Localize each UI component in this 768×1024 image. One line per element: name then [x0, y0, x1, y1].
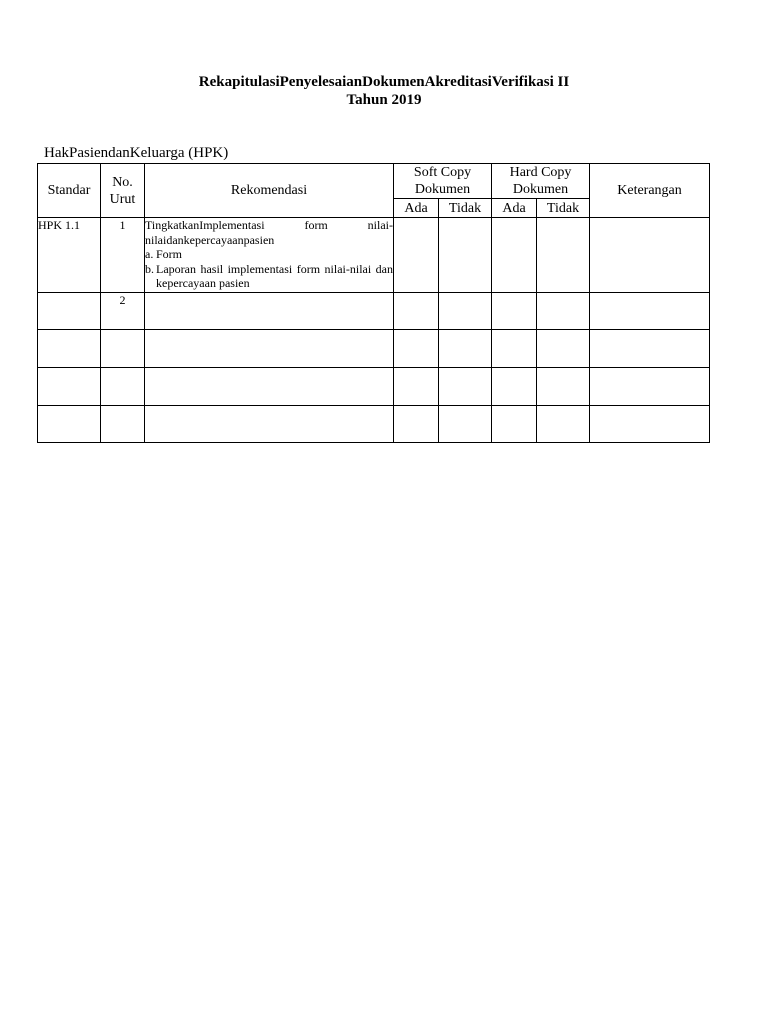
cell-soft-tidak — [439, 330, 492, 368]
table-header-row — [38, 164, 710, 199]
cell-standar — [38, 330, 101, 368]
header-hard-ada: Ada — [492, 199, 537, 218]
document-title-year: Tahun 2019 — [346, 92, 422, 108]
cell-soft-tidak — [439, 293, 492, 330]
list-item-text: Form — [156, 247, 183, 261]
cell-rekomendasi — [145, 330, 394, 368]
cell-hard-ada — [492, 406, 537, 443]
cell-keterangan — [590, 218, 710, 293]
cell-keterangan — [590, 330, 710, 368]
cell-no-urut: 1 — [101, 218, 145, 293]
table-row — [38, 293, 710, 330]
cell-hard-tidak — [537, 293, 590, 330]
cell-hard-tidak — [537, 406, 590, 443]
header-no-urut: No. Urut — [101, 164, 145, 218]
cell-standar: HPK 1.1 — [38, 218, 101, 293]
document-title-line1: RekapitulasiPenyelesaianDokumenAkreditasiVerifikasi II — [198, 74, 570, 90]
cell-no-urut: 2 — [101, 293, 145, 330]
cell-hard-ada — [492, 293, 537, 330]
cell-hard-ada — [492, 218, 537, 293]
header-keterangan: Keterangan — [590, 164, 710, 218]
cell-soft-ada — [394, 406, 439, 443]
header-standar: Standar — [38, 164, 101, 218]
list-marker: b. — [145, 261, 154, 276]
recap-table — [37, 163, 710, 443]
header-hard-copy: Hard Copy Dokumen — [492, 164, 590, 199]
cell-soft-ada — [394, 368, 439, 406]
header-soft-copy: Soft Copy Dokumen — [394, 164, 492, 199]
cell-hard-ada — [492, 368, 537, 406]
header-rekomendasi: Rekomendasi — [145, 164, 394, 218]
cell-hard-tidak — [537, 368, 590, 406]
cell-rekomendasi — [145, 218, 394, 293]
cell-rekomendasi — [145, 368, 394, 406]
cell-standar — [38, 368, 101, 406]
cell-standar — [38, 293, 101, 330]
table-row — [38, 218, 710, 293]
cell-no-urut — [101, 406, 145, 443]
cell-rekomendasi — [145, 406, 394, 443]
cell-soft-tidak — [439, 368, 492, 406]
table-row — [38, 368, 710, 406]
recommendation-text: TingkatkanImplementasi form nilai-nilaidankepercayaanpasien — [145, 218, 393, 247]
cell-soft-tidak — [439, 406, 492, 443]
list-item — [145, 247, 393, 262]
recommendation-list — [145, 247, 393, 291]
table-row — [38, 330, 710, 368]
list-item-text: Laporan hasil implementasi form nilai-nilai dan kepercayaan pasien — [156, 261, 393, 290]
cell-soft-ada — [394, 218, 439, 293]
cell-standar — [38, 406, 101, 443]
cell-hard-tidak — [537, 218, 590, 293]
header-hard-tidak: Tidak — [537, 199, 590, 218]
cell-no-urut — [101, 330, 145, 368]
cell-rekomendasi — [145, 293, 394, 330]
cell-soft-ada — [394, 293, 439, 330]
list-marker: a. — [145, 247, 154, 261]
cell-keterangan — [590, 368, 710, 406]
cell-no-urut — [101, 368, 145, 406]
cell-keterangan — [590, 406, 710, 443]
cell-soft-ada — [394, 330, 439, 368]
header-soft-ada: Ada — [394, 199, 439, 218]
list-item — [145, 262, 393, 291]
header-soft-tidak: Tidak — [439, 199, 492, 218]
cell-hard-tidak — [537, 330, 590, 368]
cell-hard-ada — [492, 330, 537, 368]
section-heading: HakPasiendanKeluarga (HPK) — [44, 145, 229, 161]
cell-keterangan — [590, 293, 710, 330]
cell-soft-tidak — [439, 218, 492, 293]
table-row — [38, 406, 710, 443]
